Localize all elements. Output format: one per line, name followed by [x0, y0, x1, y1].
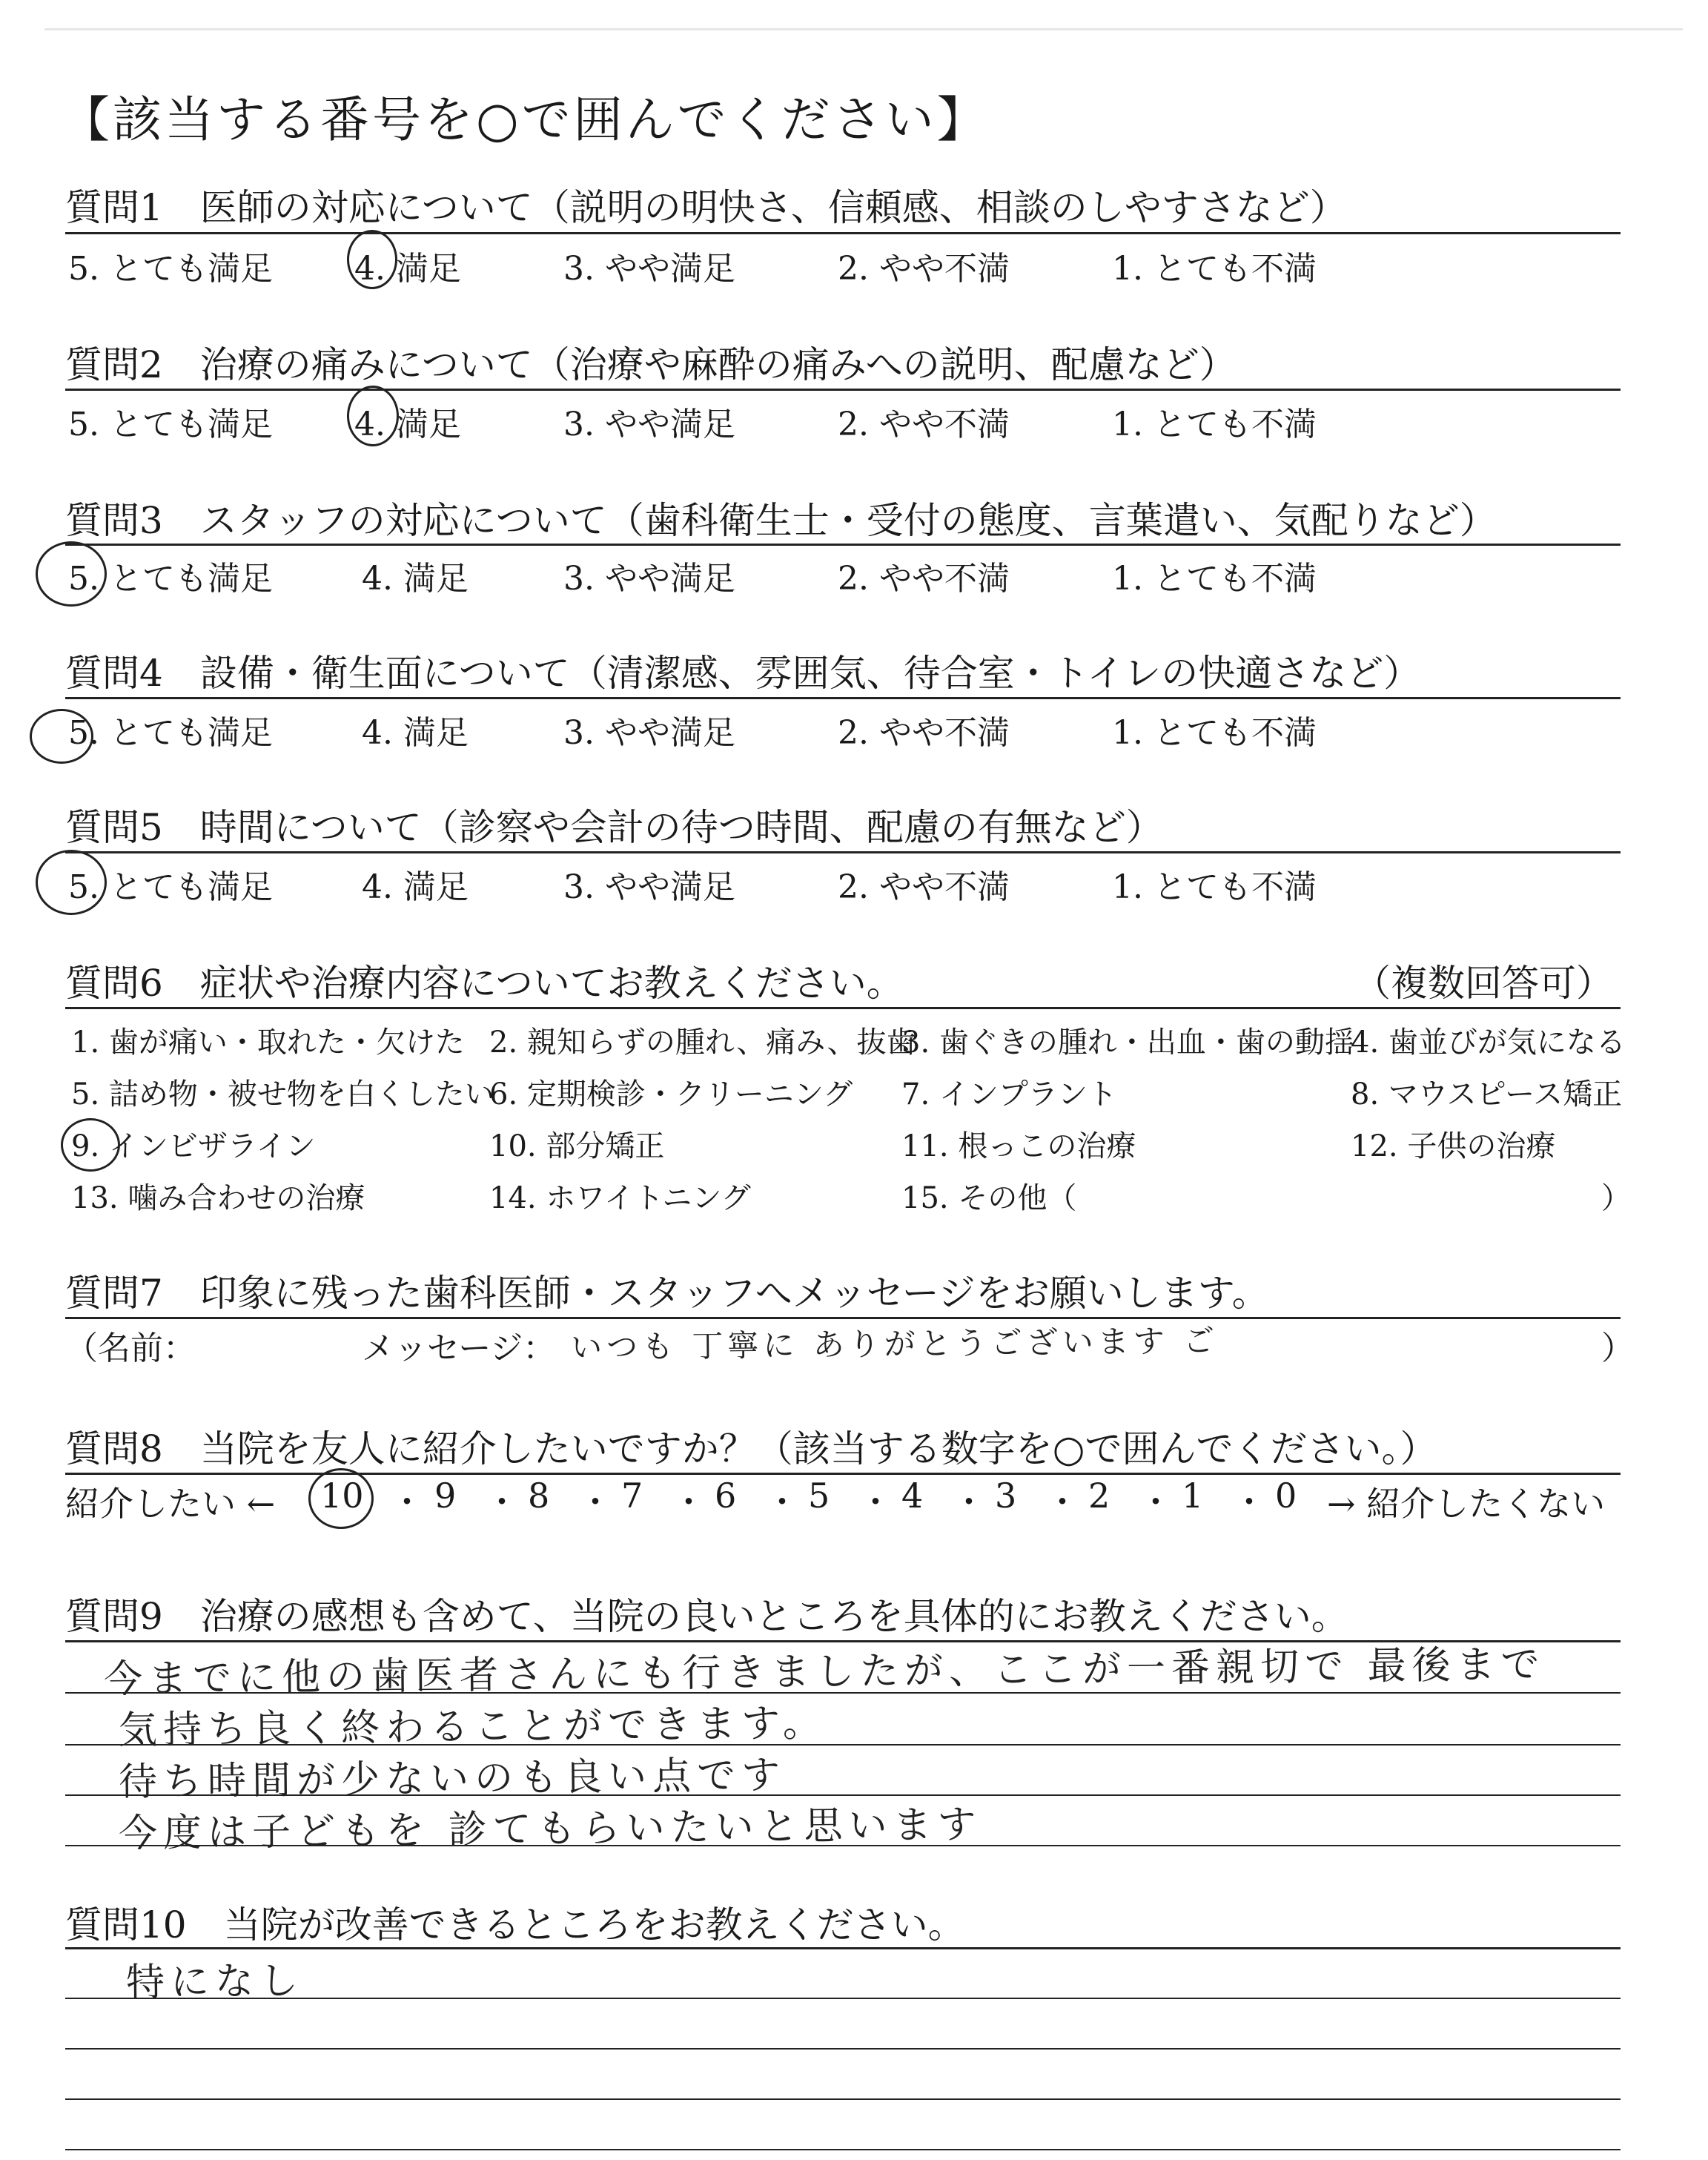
q6-option-1[interactable]: 1. 歯が痛い・取れた・欠けた	[71, 1025, 465, 1060]
q6-option-11[interactable]: 11. 根っこの治療	[901, 1129, 1136, 1163]
q6-option-12[interactable]: 12. 子供の治療	[1351, 1129, 1556, 1163]
rating-option-3[interactable]: 3. やや満足	[563, 250, 735, 288]
answer-line	[65, 2149, 1621, 2150]
rating-option-4[interactable]: 4. 満足	[362, 714, 469, 752]
selection-circle	[30, 709, 93, 764]
scale-dot: ・	[1232, 1482, 1266, 1522]
question-8-title: 質問8 当院を友人に紹介したいですか？（該当する数字を○で囲んでください。）	[65, 1427, 1437, 1470]
rating-option-2[interactable]: 2. やや不満	[838, 406, 1010, 443]
q6-option-4[interactable]: 4. 歯並びが気になる	[1351, 1025, 1626, 1060]
scale-dot: ・	[578, 1482, 612, 1522]
divider	[65, 851, 1621, 853]
question-7-title: 質問7 印象に残った歯科医師・スタッフへメッセージをお願いします。	[65, 1272, 1269, 1315]
scale-value-0[interactable]: 0	[1275, 1476, 1297, 1516]
rating-option-5[interactable]: 5. とても満足	[68, 406, 273, 443]
q6-option-5[interactable]: 5. 詰め物・被せ物を白くしたい	[71, 1077, 494, 1112]
message-label: メッセージ：	[362, 1330, 556, 1367]
scale-dot: ・	[485, 1482, 519, 1522]
selection-circle	[347, 230, 397, 289]
rating-option-5[interactable]: 5. とても満足	[68, 250, 273, 288]
q6-option-15[interactable]: 15. その他（	[901, 1181, 1077, 1215]
q6-option-6[interactable]: 6. 定期検診・クリーニング	[489, 1077, 853, 1112]
rating-option-5[interactable]: 5. とても満足	[68, 714, 273, 752]
q6-option-8[interactable]: 8. マウスピース矯正	[1351, 1077, 1623, 1112]
divider	[65, 389, 1621, 391]
scale-value-6[interactable]: 6	[715, 1476, 737, 1516]
q9-answer-line-2[interactable]: 気持ち良く終わることができます。	[118, 1700, 828, 1754]
question-5-title: 質問5 時間について（診察や会計の待つ時間、配慮の有無など）	[65, 806, 1163, 849]
message-close-paren: ）	[1601, 1330, 1634, 1367]
rating-option-3[interactable]: 3. やや満足	[563, 560, 735, 598]
question-4-title: 質問4 設備・衛生面について（清潔感、雰囲気、待合室・トイレの快適さなど）	[65, 652, 1421, 695]
scale-value-4[interactable]: 4	[901, 1476, 924, 1516]
rating-option-1[interactable]: 1. とても不満	[1112, 250, 1317, 288]
recommend-left-label: 紹介したい ←	[65, 1484, 276, 1524]
selection-circle	[61, 1118, 120, 1172]
rating-option-1[interactable]: 1. とても不満	[1112, 868, 1317, 906]
divider	[65, 697, 1621, 699]
scale-dot: ・	[1139, 1482, 1173, 1522]
q6-option-10[interactable]: 10. 部分矯正	[489, 1129, 665, 1163]
selection-circle	[347, 386, 399, 446]
rating-option-5[interactable]: 5. とても満足	[68, 560, 273, 598]
message-handwriting[interactable]: いつも 丁寧に ありがとうございます ご	[570, 1322, 1219, 1366]
rating-option-2[interactable]: 2. やや不満	[838, 250, 1010, 288]
selection-circle	[308, 1468, 374, 1529]
scale-value-8[interactable]: 8	[528, 1476, 550, 1516]
q9-answer-line-1[interactable]: 今までに他の歯医者さんにも行きましたが、ここが一番親切で 最後まで	[103, 1642, 1546, 1702]
question-10-title: 質問10 当院が改善できるところをお教えください。	[65, 1903, 965, 1946]
recommend-right-label: → 紹介したくない	[1327, 1484, 1606, 1524]
q6-option-2[interactable]: 2. 親知らずの腫れ、痛み、抜歯	[489, 1025, 916, 1060]
rating-option-3[interactable]: 3. やや満足	[563, 406, 735, 443]
selection-circle	[36, 850, 107, 915]
divider	[65, 1473, 1621, 1475]
page-top-border	[44, 28, 1683, 30]
scale-value-1[interactable]: 1	[1182, 1476, 1204, 1516]
q6-option-3[interactable]: 3. 歯ぐきの腫れ・出血・歯の動揺	[901, 1025, 1354, 1060]
name-label: （名前：	[65, 1330, 196, 1367]
q6-option-7[interactable]: 7. インプラント	[901, 1077, 1117, 1112]
rating-option-4[interactable]: 4. 満足	[362, 868, 469, 906]
answer-line	[65, 2048, 1621, 2050]
q6-other-close-paren: ）	[1601, 1181, 1631, 1215]
question-9-title: 質問9 治療の感想も含めて、当院の良いところを具体的にお教えください。	[65, 1595, 1348, 1638]
scale-value-5[interactable]: 5	[808, 1476, 830, 1516]
scale-dot: ・	[952, 1482, 986, 1522]
divider	[65, 1007, 1621, 1009]
scale-dot: ・	[858, 1482, 893, 1522]
question-6-title: 質問6 症状や治療内容についてお教えください。	[65, 962, 904, 1005]
question-2-title: 質問2 治療の痛みについて（治療や麻酔の痛みへの説明、配慮など）	[65, 343, 1237, 386]
q9-answer-line-3[interactable]: 待ち時間が少ないのも良い点です	[118, 1753, 787, 1805]
rating-option-4[interactable]: 4. 満足	[354, 406, 461, 443]
rating-option-1[interactable]: 1. とても不満	[1112, 560, 1317, 598]
scale-dot: ・	[390, 1482, 424, 1522]
q6-option-9[interactable]: 9. インビザライン	[71, 1129, 316, 1163]
rating-option-2[interactable]: 2. やや不満	[838, 868, 1010, 906]
rating-option-3[interactable]: 3. やや満足	[563, 868, 735, 906]
scale-value-10[interactable]: 10	[320, 1476, 364, 1516]
divider	[65, 544, 1621, 546]
rating-option-2[interactable]: 2. やや不満	[838, 560, 1010, 598]
divider	[65, 1317, 1621, 1319]
rating-option-4[interactable]: 4. 満足	[362, 560, 469, 598]
rating-option-4[interactable]: 4. 満足	[354, 250, 461, 288]
rating-option-3[interactable]: 3. やや満足	[563, 714, 735, 752]
rating-option-5[interactable]: 5. とても満足	[68, 868, 273, 906]
rating-option-2[interactable]: 2. やや不満	[838, 714, 1010, 752]
q10-answer-line-1[interactable]: 特になし	[125, 1958, 305, 2006]
q6-option-13[interactable]: 13. 噛み合わせの治療	[71, 1181, 365, 1215]
divider	[65, 232, 1621, 234]
q9-answer-line-4[interactable]: 今度は子どもを 診てもらいたいと思います	[118, 1802, 982, 1857]
rating-option-1[interactable]: 1. とても不満	[1112, 406, 1317, 443]
question-1-title: 質問1 医師の対応について（説明の明快さ、信頼感、相談のしやすさなど）	[65, 186, 1347, 229]
rating-option-1[interactable]: 1. とても不満	[1112, 714, 1317, 752]
scale-value-7[interactable]: 7	[621, 1476, 643, 1516]
scale-value-2[interactable]: 2	[1088, 1476, 1110, 1516]
multiple-answers-note: （複数回答可）	[1354, 962, 1613, 1005]
scale-value-9[interactable]: 9	[434, 1476, 457, 1516]
scale-value-3[interactable]: 3	[995, 1476, 1017, 1516]
scale-dot: ・	[765, 1482, 799, 1522]
page-title: 【該当する番号を○で囲んでください】	[61, 91, 989, 148]
scale-dot: ・	[1045, 1482, 1079, 1522]
selection-circle	[36, 541, 107, 607]
answer-line	[65, 2098, 1621, 2100]
question-3-title: 質問3 スタッフの対応について（歯科衛生士・受付の態度、言葉遣い、気配りなど）	[65, 499, 1497, 542]
scale-dot: ・	[672, 1482, 706, 1522]
q6-option-14[interactable]: 14. ホワイトニング	[489, 1181, 751, 1215]
